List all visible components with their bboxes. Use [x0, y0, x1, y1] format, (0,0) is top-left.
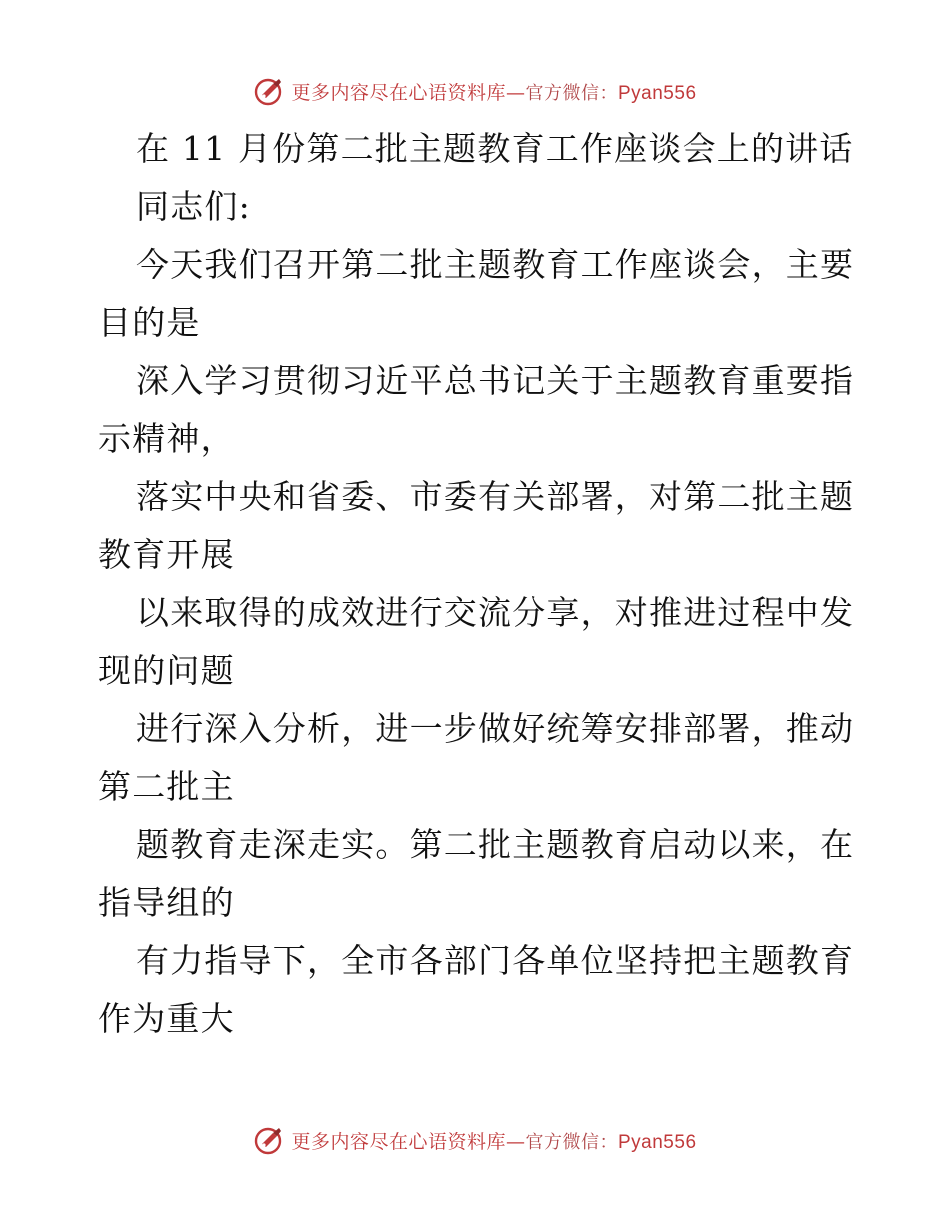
- watermark-wechat-id: Pyan556: [618, 1131, 697, 1153]
- document-title: 在 11 月份第二批主题教育工作座谈会上的讲话: [136, 129, 854, 168]
- header-watermark: [0, 71, 950, 111]
- watermark-dash: —: [506, 81, 526, 104]
- watermark-text: [291, 1127, 696, 1154]
- watermark-official: 官方微信：: [525, 82, 618, 104]
- paragraph-line: 作为重大: [98, 999, 235, 1038]
- watermark-dash: —: [506, 1130, 526, 1153]
- footer-watermark: [0, 1120, 950, 1160]
- paragraph-line: 第二批主: [98, 767, 235, 806]
- paragraph-line: 目的是: [98, 303, 201, 342]
- paragraph-line: 教育开展: [98, 535, 235, 574]
- watermark-text: [291, 78, 696, 105]
- watermark-cn: 更多内容尽在心语资料库: [291, 81, 506, 104]
- pen-nib-logo-icon: [253, 75, 285, 107]
- pen-nib-logo-icon: [253, 1124, 285, 1156]
- paragraph-line: 今天我们召开第二批主题教育工作座谈会，主要: [136, 245, 855, 284]
- paragraph-line: 深入学习贯彻习近平总书记关于主题教育重要指: [136, 361, 855, 400]
- paragraph-line: 以来取得的成效进行交流分享，对推进过程中发: [136, 593, 855, 632]
- paragraph-line: 指导组的: [98, 883, 235, 922]
- paragraph-line: 现的问题: [98, 651, 235, 690]
- paragraph-line: 进行深入分析，进一步做好统筹安排部署，推动: [136, 709, 855, 748]
- paragraph-line: 有力指导下，全市各部门各单位坚持把主题教育: [136, 941, 855, 980]
- salutation: 同志们:: [136, 187, 251, 226]
- watermark-official: 官方微信：: [525, 1131, 618, 1153]
- paragraph-line: 落实中央和省委、市委有关部署，对第二批主题: [136, 477, 855, 516]
- paragraph-line: 题教育走深走实。第二批主题教育启动以来，在: [136, 825, 855, 864]
- watermark-cn: 更多内容尽在心语资料库: [291, 1130, 506, 1153]
- paragraph-line: 示精神，: [98, 419, 235, 458]
- watermark-wechat-id: Pyan556: [618, 82, 697, 104]
